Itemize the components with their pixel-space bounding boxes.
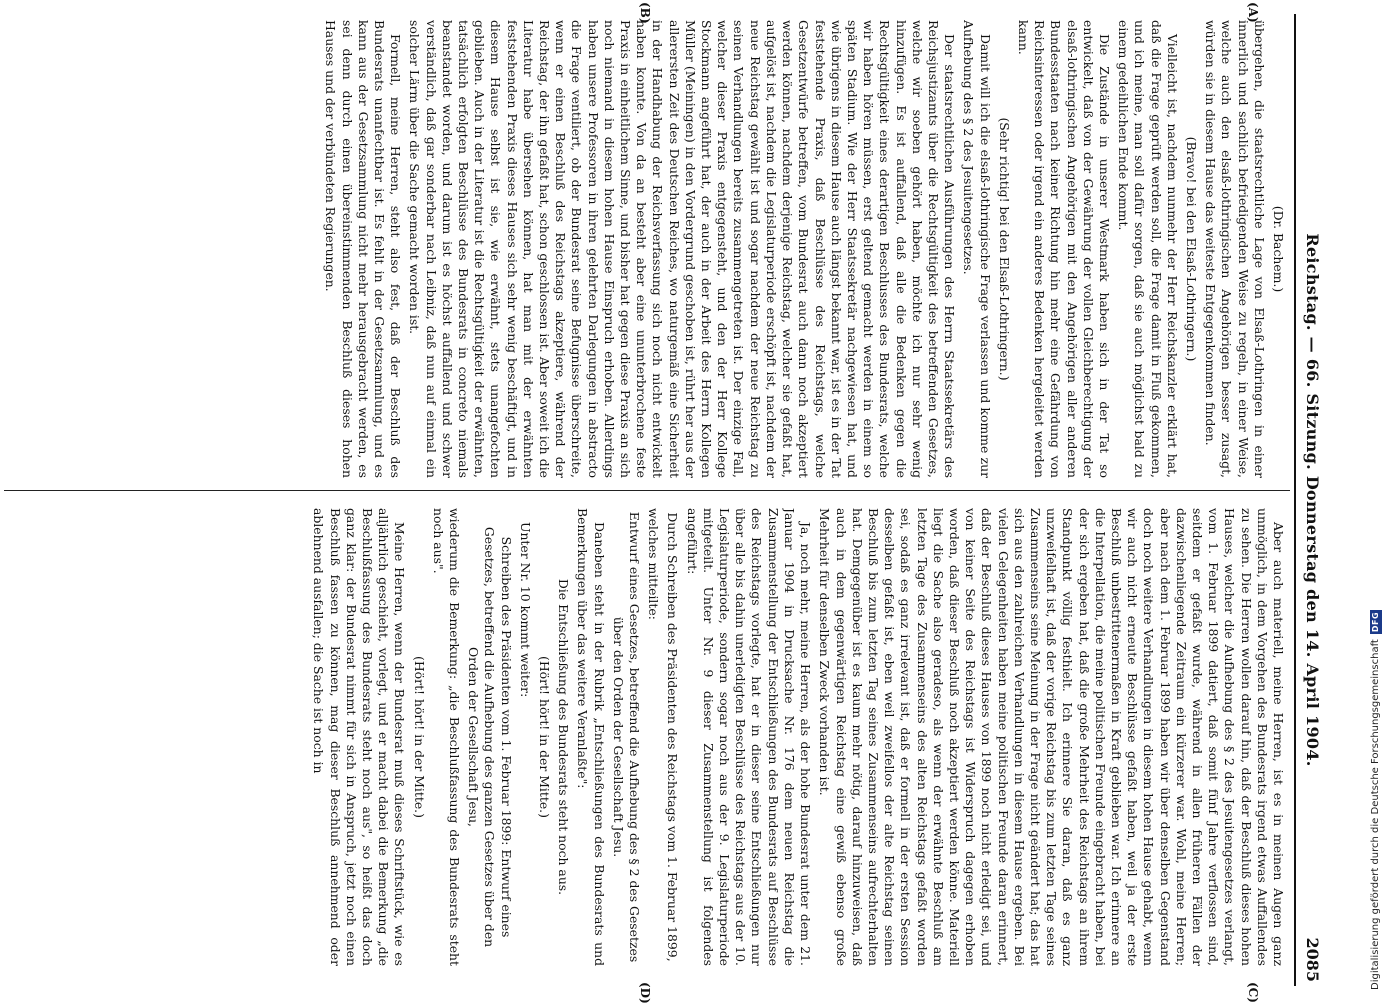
quotation: Schreiben des Präsidenten vom 1. Februar 1899: Entwurf eines Gesetzes, betreffend die Aufhebung des ganzen Gesetzes über den Orden der Gesellschaft Jesu, bbox=[466, 526, 514, 948]
paragraph: wiederum die Bemerkung: „die Beschlußfassung des Bundesrats steht noch aus". bbox=[430, 508, 463, 966]
left-column bbox=[2, 20, 1286, 478]
interjection: (Hört! hört! in der Mitte.) bbox=[411, 656, 427, 818]
interjection: (Bravo! bei den Elsaß-Lothringern.) bbox=[1183, 136, 1199, 362]
paragraph: Aber auch materiell, meine Herren, ist es in meinen Augen ganz unmöglich, in dem Vorgehen des Bundesrats irgend etwas Auffallendes zu sehen. Die Herren wollen darauf hin, daß der Beschluß dieses hohen Hauses, welcher die Aufhebung des § 2 des Jesuitengesetzes verlangt, vom 1. Februar 1899 datiert, daß somit fünf Jahre verflossen sind, seitdem er gefaßt wurde, während in allen früheren Fällen der dazwischenliegende Zeitraum ein kürzerer war. Wohl, meine Herren; aber nach dem 1. Februar 1899 haben wir über denselben Gegenstand doch noch weitere Verhandlungen in diesem hohen Hause gehabt, wenn wir auch nicht erneute Beschlüsse gefaßt haben, weil ja der erste Beschluß unbestrittenermaßen in Kraft geblieben war. Ich erinnere an die Interpellation, die meine politischen Freunde eingebracht haben, bei der sich ergeben hat, daß die große Mehrheit des Reichstags an ihrem Standpunkt völlig festhielt. Ich erinnere Sie daran, daß es ganz unzweifelhaft ist, daß der vorige Reichstag bis zum letzten Tage seines Zusammenseins seine Meinung in der Frage nicht geändert hat; das hat sich aus den zahlreichen Verhandlungen in diesem Hause ergeben. Bei vielen Gelegenheiten haben meine politischen Freunde daran erinnert, daß der Beschluß dieses Hauses von 1899 noch nicht erledigt sei, und von keiner Seite des Reichstags ist Widerspruch dagegen erhoben worden, daß dieser Beschluß noch akzeptiert werden könne. Materiell liegt die Sache also geradeso, als wenn der erwähnte Beschluß am letzten Tage des Zusammenseins des alten Reichstags gefaßt worden sei, sodaß es ganz irrelevant ist, daß er formell in der ersten Session desselben gefaßt ist, eben weil zweifellos der alte Reichstag seinen Beschluß bis zum letzten Tag seines Zusammenseins aufrechterhalten hat. Demgegenüber ist es kaum mehr nötig, darauf hinzuweisen, daß auch in dem gegenwärtigen Reichstag eine gewiß ebenso große Mehrheit für denselben Zweck vorhanden ist. bbox=[817, 508, 1286, 966]
right-column bbox=[2, 508, 1286, 966]
quotation: Die Entschließung des Bundesrats steht noch aus. bbox=[556, 578, 572, 896]
running-title: Reichstag. — 66. Sitzung. Donnerstag den 14. April 1904. bbox=[1303, 233, 1322, 767]
paragraph: Daneben steht in der Rubrik „Entschließungen des Bundesrats und Bemerkungen über das weitere Veranlaßte": bbox=[575, 508, 607, 966]
margin-mark-b: (B) bbox=[638, 2, 652, 24]
dfg-logo-icon: DFG bbox=[1370, 611, 1380, 633]
paragraph: Der staatsrechtlichen Ausführungen des Herrn Staatssekretärs des Reichsjustizamts über die Rechtsgültigkeit des betreffenden Gesetzes, welche wir soeben gehört haben, möchte ich nur sehr wenig hinzufügen. Es ist auffallend, daß alle die Bedenken gegen die Rechtsgültigkeit eines derartigen Beschlusses des Bundesrats, welche wir haben hören müssen, erst geltend gemacht werden in einem so späten Stadium. Wie der Herr Staatssekretär nachgewiesen hat, und wie übrigens in diesem Hause auch längst bekannt war, ist es in der Tat feststehende Praxis, daß Beschlüsse des Reichstags, welche Gesetzentwürfe betreffen, vom Bundesrat auch dann noch akzeptiert werden können, nachdem derjenige Reichstag, welcher sie gefaßt hat, aufgelöst ist, nachdem die Legislaturperiode erschöpft ist, nachdem der neue Reichstag gewählt ist und sogar nachdem der neue Reichstag zu seinen Verhandlungen bereits zusammengetreten ist. Der einzige Fall, welcher dieser Praxis entgegensteht, und den der Herr Kollege Stockmann angeführt hat, der auch in der Arbeit des Herrn Kollegen Müller (Meiningen) in den Vordergrund geschoben ist, rührt her aus der allerersten Zeit des Deutschen Reiches, wo naturgemäß eine Sicherheit in der Handhabung der Reichsverfassung sich noch nicht entwickelt haben konnte. Von da an besteht aber eine ununterbrochene feste Praxis in einheitlichem Sinne, und bisher hat gegen diese Praxis an sich noch niemand in diesem hohen Hause Einspruch erhoben. Allerdings haben unsere Professoren in ihren gelehrten Darlegungen in abstracto die Frage ventiliert, ob der Bundesrat seine Befugnisse überschreite, wenn er einen Beschluß des Reichstags akzeptiere, während der Reichstag, der ihn gefaßt hat, schon geschlossen ist. Aber soweit ich die Literatur habe übersehen können, hat man mit der erwähnten feststehenden Praxis dieses Hauses sich sehr wenig beschäftigt, und in diesem Hause selbst ist sie, wie erwähnt, stets unangefochten geblieben. Auch in der Literatur ist die Rechtsgültigkeit der erwähnten, tatsächlich erfolgten Beschlüsse des Bundesrats in concreto niemals beanstandet worden, und darum ist es höchst auffallend und schwer verständlich, daß gar sonderbar nach Leibniz, daß nun auf einmal ein solcher Lärm über die Sache gemacht worden ist. bbox=[407, 20, 958, 478]
speaker-label: (Dr. Bachem.) bbox=[1271, 205, 1286, 293]
funding-note: Digitalisierung gefördert durch die Deutsche Forschungsgemeinschaft bbox=[1370, 639, 1381, 990]
interjection: (Sehr richtig! bei den Elsaß-Lothringern.) bbox=[996, 117, 1012, 381]
funding-strip bbox=[1364, 0, 1383, 1000]
paragraph: Meine Herren, wenn der Bundesrat muß dieses Schriftstück, wie es alljährlich geschieht, vorlegt, und er macht dabei die Bemerkung „die Beschlußfassung des Bundesrats steht noch aus", so heißt das doch ganz klar: der Bundesrat nimmt für sich in Anspruch, jetzt noch einen Beschluß fassen zu können, mag dieser Beschluß annehmend oder ablehnend ausfallen; die Sache ist noch in bbox=[311, 508, 408, 966]
paragraph: Damit will ich die elsaß-lothringische Frage verlassen und komme zur Aufhebung des § 2 des Jesuitengesetzes. bbox=[961, 20, 993, 478]
interjection: (Hört! hört! in der Mitte.) bbox=[537, 656, 553, 818]
page-number: 2085 bbox=[1303, 937, 1322, 982]
paragraph: Die Zustände in unserer Westmark haben sich in der Tat so entwickelt, daß von der Gewährung der vollen Gleichberechtigung der elsaß-lothringischen Angehörigen mit den Angehörigen aller anderen Bundesstaaten nach keiner Richtung hin mehr eine Gefährdung von Reichsinteressen oder irgend ein anderes Bedenken hergeleitet werden kann. bbox=[1015, 20, 1112, 478]
paragraph: Ja, noch mehr, meine Herren, als der hohe Bundesrat unter dem 21. Januar 1904 in Drucksache Nr. 176 dem neuen Reichstag die Zusammenstellung der Entschließungen des Bundesrats auf Beschlüsse des Reichstags vorlegte, hat er in dieser seine Entschließungen nur über alle bis dahin unerledigten Beschlüsse des Reichstags aus der 10. Legislaturperiode, sondern sogar noch aus der 9. Legislaturperiode mitgeteilt. Unter Nr. 9 dieser Zusammenstellung ist folgendes angeführt: bbox=[684, 508, 814, 966]
margin-mark-d: (D) bbox=[638, 982, 652, 1004]
page-header bbox=[1294, 14, 1326, 986]
paragraph: Formell, meine Herren, steht also fest, daß der Beschluß des Bundesrats unanfechtbar ist. Es fehlt in der Gesetzsammlung, und es kann aus der Gesetzsammlung nicht mehr herausgebracht werden, es sei denn durch einen übereinstimmenden Beschluß dieses hohen Hauses und der verbündeten Regierungen. bbox=[323, 20, 404, 478]
quotation: Entwurf eines Gesetzes, betreffend die Aufhebung des § 2 des Gesetzes über den Orden der Gesellschaft Jesu. bbox=[610, 511, 643, 963]
column-divider bbox=[4, 490, 1290, 491]
paragraph: übergehen, die staatsrechtliche Lage von Elsaß-Lothringen in einer innerlich und sachlich befriedigenden Weise zu regeln, in einer Weise, welche auch den elsaß-lothringischen Angehörigen besser zusagt, würden sie in diesem Hause das weiteste Entgegenkommen finden. bbox=[1203, 20, 1267, 478]
paragraph: Unter Nr. 10 kommt weiter: bbox=[517, 522, 533, 698]
margin-mark-a: (A) bbox=[1246, 2, 1260, 23]
paragraph: Vielleicht ist, nachdem nunmehr der Herr Reichskanzler erklärt hat, daß die Frage geprüft werden soll, die Frage damit in Fluß gekommen, und ich meine, man soll dafür sorgen, daß sie auch möglichst bald zu einem gedeihlichen Ende kommt. bbox=[1116, 20, 1180, 478]
paragraph: welches mitteilte: bbox=[646, 508, 662, 620]
quotation: Durch Schreiben des Präsidenten des Reichstags vom 1. Februar 1899, bbox=[665, 512, 681, 962]
margin-mark-c: (C) bbox=[1246, 982, 1260, 1003]
